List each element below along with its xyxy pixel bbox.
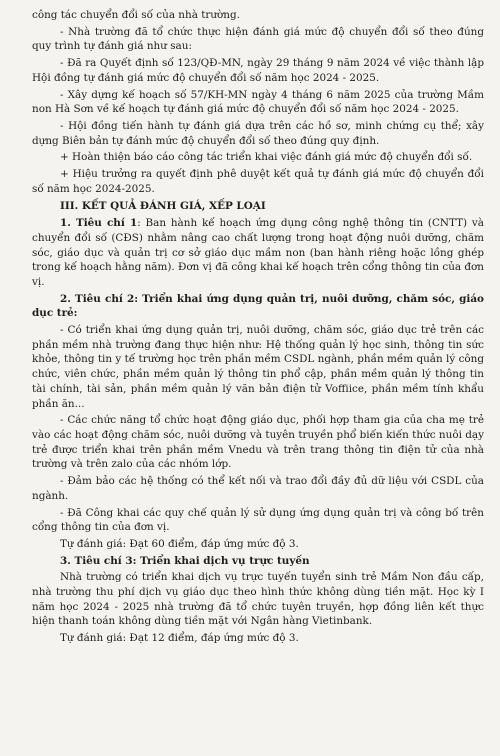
- criterion-1-label: 1. Tiêu chí 1: [60, 217, 138, 230]
- criterion-3-score: Tự đánh giá: Đạt 12 điểm, đáp ứng mức độ 3.: [60, 632, 299, 645]
- paragraph-report: + Hoàn thiện báo cáo công tác triển khai việc đánh giá mức độ chuyển đổi số.: [60, 151, 473, 164]
- criterion-1-paragraph: [32, 216, 484, 290]
- paragraph-decision: - Đã ra Quyết định số 123/QĐ-MN, ngày 29 tháng 9 năm 2024 về việc thành lập Hội đồng tự đánh giá mức độ chuyển đổi số năm học 2024 - 2025.: [32, 57, 484, 84]
- paragraph-approval: + Hiệu trưởng ra quyết định phê duyệt kết quả tự đánh giá mức độ chuyển đổi số năm học 2024-2025.: [32, 168, 484, 195]
- paragraph-plan: - Xây dựng kế hoạch số 57/KH-MN ngày 4 tháng 6 năm 2025 của trường Mầm non Hà Sơn về kế hoạch tự đánh giá mức độ chuyển đổi số năm học 2024 - 2025.: [32, 88, 484, 116]
- criterion-3-paragraph-1: Nhà trường có triển khai dịch vụ trực tuyến tuyển sinh trẻ Mầm Non đầu cấp, nhà trường thu phí dịch vụ giáo dục theo hình thức không dùng tiền mặt. Học kỳ I năm học 2024 - 2025 nhà trường đã tổ chức tuyên truyền, hợp đồng liên kết thực hiện thanh toán không dùng tiền mặt với Ngân hàng Vietinbank.: [32, 571, 484, 628]
- criterion-2-paragraph-4: - Đã Công khai các quy chế quản lý sử dụng ứng dụng quản trị và công bố trên cổng thông tin của đơn vị.: [32, 506, 484, 534]
- criterion-1-text: : Ban hành kế hoạch ứng dụng công nghệ thông tin (CNTT) và chuyển đổi số (CĐS) nhằm nâng cao chất lượng trong hoạt động nuôi dưỡng, chăm sóc, giáo dục và quản trị cơ sở giáo dục mầm non (ban hành riêng hoặc lồng ghép trong kế hoạch hằng năm). Đơn vị đã công khai kế hoạch trên cổng thông tin của đơn vị.: [32, 217, 484, 288]
- section-heading-results: III. KẾT QUẢ ĐÁNH GIÁ, XẾP LOẠI: [60, 200, 266, 213]
- criterion-3-heading: 3. Tiêu chí 3: Triển khai dịch vụ trực tuyến: [60, 554, 310, 567]
- criterion-2-heading: 2. Tiêu chí 2: Triển khai ứng dụng quản trị, nuôi dưỡng, chăm sóc, giáo dục trẻ:: [32, 292, 484, 320]
- criterion-2-paragraph-1: - Có triển khai ứng dụng quản trị, nuôi dưỡng, chăm sóc, giáo dục trẻ trên các phần mềm nhà trường đang thực hiện như: Hệ thống quản lý học sinh, thông tin sức khỏe, thông tin y tế trường học trên phần mềm CSDL ngành, phần mềm quản lý công chức, viên chức, phần mềm quản lý thông tin phổ cập, phần mềm quản lý thông tin tài chính, tài sản, phần mềm quản lý văn bản điện tử Voffiice, phần mềm tính khẩu phần ăn...: [32, 324, 484, 410]
- criterion-2-paragraph-3: - Đảm bảo các hệ thống có thể kết nối và trao đổi đầy đủ dữ liệu với CSDL của ngành.: [32, 475, 484, 502]
- paragraph-process: - Nhà trường đã tổ chức thực hiện đánh giá mức độ chuyển đổi số theo đúng quy trình tự đánh giá như sau:: [32, 25, 484, 53]
- paragraph-council: - Hội đồng tiến hành tự đánh giá dựa trên các hồ sơ, minh chứng cụ thể; xây dựng Biên bản tự đánh mức độ chuyển đổi số theo đúng quy định.: [32, 119, 484, 147]
- paragraph-intro: công tác chuyển đổi số của nhà trường.: [32, 9, 240, 21]
- criterion-2-score: Tự đánh giá: Đạt 60 điểm, đáp ứng mức độ 3.: [60, 537, 299, 550]
- criterion-2-paragraph-2: - Các chức năng tổ chức hoạt động giáo dục, phối hợp tham gia của cha mẹ trẻ vào các hoạt động chăm sóc, nuôi dưỡng và tuyên truyền phổ biến kiến thức nuôi dạy trẻ được triển khai trên phần mềm Vnedu và trên trang thông tin điện tử của nhà trường và trên zalo của các nhóm lớp.: [32, 414, 484, 471]
